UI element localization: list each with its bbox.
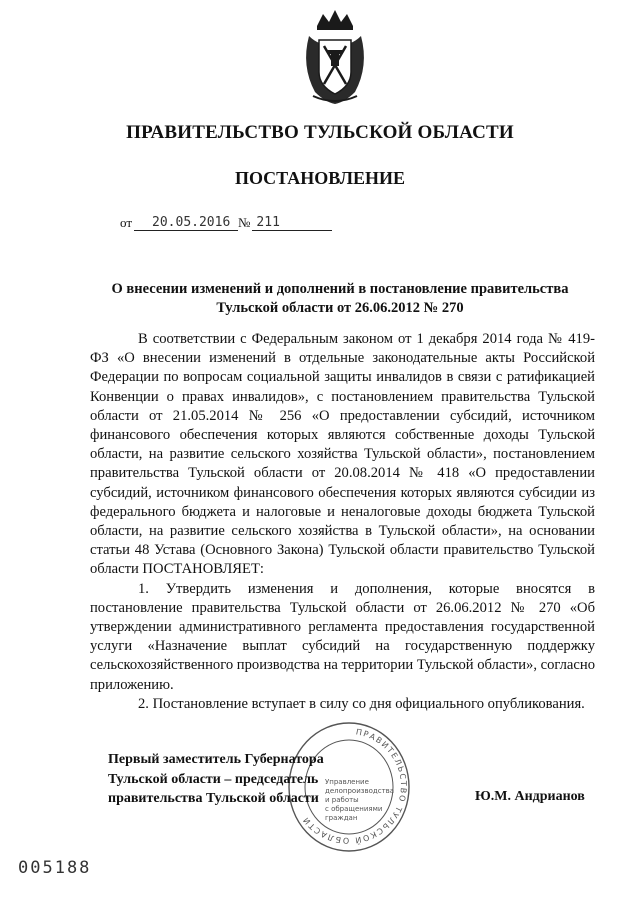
page-code: 005188 [18,858,92,878]
document-date: 20.05.2016 [134,215,238,231]
document-type: ПОСТАНОВЛЕНИЕ [234,168,406,188]
document-heading [90,280,590,318]
stamp-ring-text: ПРАВИТЕЛЬСТВО ТУЛЬСКОЙ ОБЛАСТИ [300,727,409,846]
number-label: № [238,215,251,230]
item-2-paragraph: 2. Постановление вступает в силу со дня официального опубликования. [138,695,585,712]
heading-line-2: Тульской области от 26.06.2012 № 270 [216,300,464,316]
stamp-line-4: с обращениями [325,805,383,813]
heading-line-1: О внесении изменений и дополнений в постановление правительства [111,281,569,297]
date-label: от [120,215,133,230]
stamp-line-3: и работы [325,796,359,804]
document-body [90,330,595,714]
coat-of-arms-icon [295,6,375,106]
signer-position-line-2: Тульской области – председатель [108,771,319,787]
registration-line [120,215,332,231]
preamble-paragraph: В соответствии с Федеральным законом от 1 декабря 2014 года № 419-ФЗ «О внесении изменений в отдельные законодательные акты Российской Федерации по вопросам социальной защиты инвалидов в связи с ратификацией Конвенции о правах инвалидов», с постановлением правительства Тульской области от 21.05.2014 № 256 «О предоставлении субсидий, источником финансового обеспечения которых являются собственные доходы Тульской области, на развитие сельского хозяйства Тульской области», постановлением правительства Тульской области от 20.08.2014 № 418 «О предоставлении субсидий, источником финансового обеспечения которых являются субсидии из федерального бюджета и налоговые и неналоговые доходы бюджета Тульской области, на развитие сельского хозяйства в Тульской области», на основании статьи 48 Устава (Основного Закона) Тульской области правительство Тульской области ПОСТАНОВЛЯЕТ: [90,331,595,578]
item-1-paragraph: 1. Утвердить изменения и дополнения, которые вносятся в постановление правительства Тульской области от 26.06.2012 № 270 «Об утверждении административного регламента предоставления государственной услуги «Назначение выплат субсидий на государственную поддержку сельскохозяйственного производства на территории Тульской области», согласно приложению. [90,580,595,693]
signature-block [108,750,324,809]
stamp-text [325,778,395,823]
document-number: 211 [252,215,332,231]
organization-title: ПРАВИТЕЛЬСТВО ТУЛЬСКОЙ ОБЛАСТИ [126,122,514,143]
signer-name: Ю.М. Андрианов [475,789,585,804]
signer-position-line-3: правительства Тульской области [108,791,319,806]
stamp-line-1: Управление [325,778,369,786]
signer-position-line-1: Первый заместитель Губернатора [108,752,324,767]
stamp-line-5: граждан [325,814,358,822]
stamp-line-2: делопроизводства [325,787,395,795]
